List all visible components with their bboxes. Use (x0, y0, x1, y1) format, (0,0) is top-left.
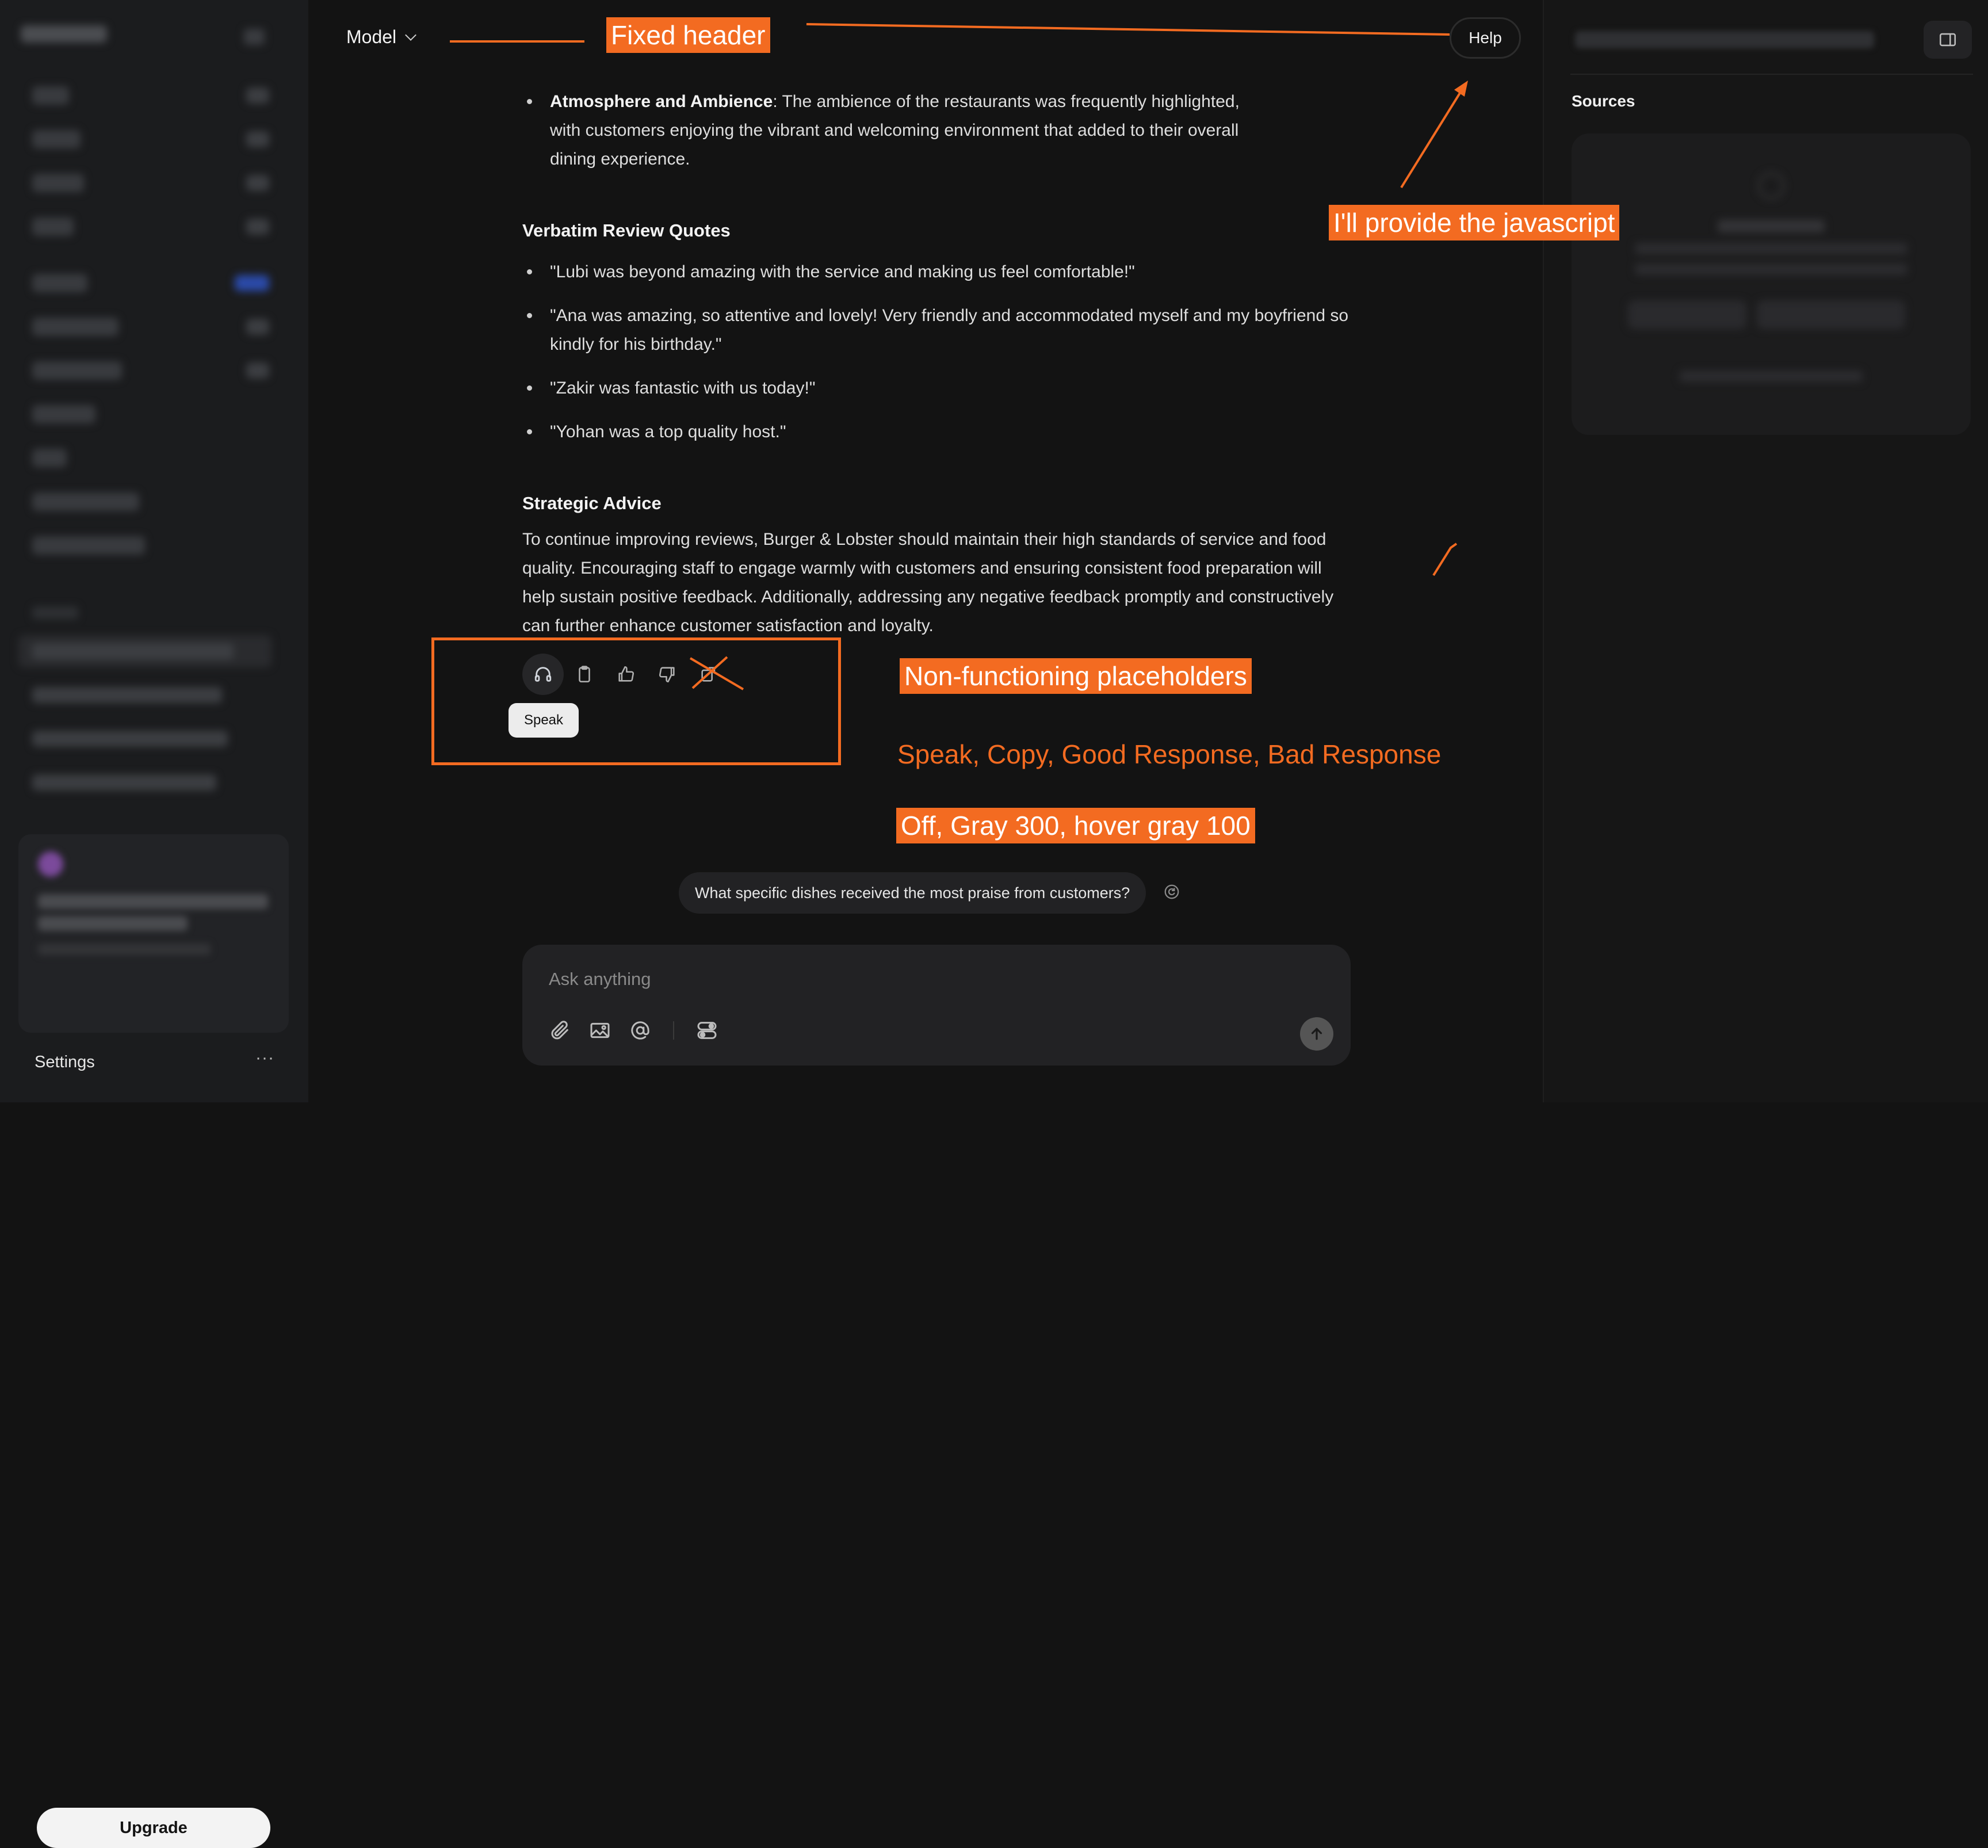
image-icon[interactable] (586, 1016, 614, 1045)
prompt-input[interactable] (549, 965, 1297, 993)
brand-logo (21, 25, 107, 43)
bullet-list (522, 87, 1270, 174)
sidebar-badge (235, 275, 269, 291)
clipboard-icon (575, 665, 594, 684)
quote-item: "Ana was amazing, so attentive and lovely! Very friendly and accommodated myself and my boyfriend so kindly for his birthday." (522, 301, 1351, 359)
model-label: Model (346, 26, 397, 47)
more-options-icon[interactable]: ··· (255, 1048, 274, 1067)
advice-paragraph: To continue improving reviews, Burger & Lobster should maintain their high standards of service and food quality. Encouraging staff to engage warmly with customers and ensuring consistent food preparation will help sustain positive feedback. Additionally, addressing any negative feedback promptly and constructively can further enhance customer satisfaction and loyalty. (522, 530, 1334, 635)
share-icon (699, 665, 718, 684)
state-annotation: Off, Gray 300, hover gray 100 (896, 808, 1255, 843)
mention-icon[interactable] (626, 1016, 655, 1045)
follow-up-suggestions (679, 872, 1180, 914)
quote-item: "Yohan was a top quality host." (522, 418, 1351, 446)
panel-divider (1570, 74, 1973, 75)
share-button[interactable] (688, 654, 729, 695)
copy-button[interactable] (564, 654, 605, 695)
sidebar-section-label (32, 606, 78, 619)
sidebar-badge (246, 219, 269, 235)
sidebar-badge (246, 319, 269, 335)
recent-chat-item[interactable] (18, 635, 272, 667)
sidebar-item[interactable] (32, 449, 67, 467)
sidebar-item[interactable] (32, 318, 118, 336)
sources-panel (1543, 0, 1988, 1102)
sources-blurred-content (1572, 133, 1971, 435)
javascript-annotation: I'll provide the javascript (1329, 205, 1619, 240)
sidebar-blurred-content (0, 0, 308, 817)
model-selector[interactable] (346, 26, 415, 48)
speak-button[interactable] (522, 654, 564, 695)
sidebar-item[interactable] (32, 536, 145, 555)
sidebar-item[interactable] (32, 405, 95, 423)
list-item-lead: Atmosphere and Ambience (550, 92, 773, 111)
sidebar-item[interactable] (32, 274, 87, 292)
section-heading: Strategic Advice (522, 493, 662, 513)
placeholders-annotation: Non-functioning placeholders (900, 658, 1252, 694)
sidebar-badge (246, 175, 269, 191)
thumbs-down-icon (657, 665, 677, 684)
sidebar-item[interactable] (32, 86, 69, 105)
recent-chat-item[interactable] (18, 679, 272, 711)
composer (522, 945, 1351, 1066)
functions-annotation: Speak, Copy, Good Response, Bad Response (897, 739, 1442, 769)
list-item (522, 87, 1270, 174)
help-button[interactable]: Help (1450, 17, 1521, 59)
sidebar-badge (246, 87, 269, 104)
sources-card (1572, 133, 1971, 435)
sidebar-collapse-icon[interactable] (244, 29, 265, 45)
panel-toggle-icon[interactable] (1924, 21, 1972, 59)
refresh-suggestions-icon[interactable] (1163, 883, 1180, 903)
panel-title-blurred (1575, 31, 1874, 48)
headphones-icon (533, 665, 553, 684)
tools-toggle-icon[interactable] (693, 1016, 721, 1045)
sidebar-badge (246, 362, 269, 379)
quote-item: "Zakir was fantastic with us today!" (522, 374, 1351, 403)
sidebar-item[interactable] (32, 174, 84, 192)
composer-tools (545, 1016, 721, 1045)
toolbar-divider (673, 1021, 674, 1040)
thumbs-up-icon (616, 665, 636, 684)
bad-response-button[interactable] (647, 654, 688, 695)
message-actions (522, 654, 729, 695)
sidebar-item[interactable] (32, 217, 74, 236)
upgrade-button[interactable]: Upgrade (37, 1808, 270, 1848)
sidebar-item[interactable] (32, 361, 122, 380)
quotes-list (522, 258, 1351, 446)
suggestion-chip[interactable]: What specific dishes received the most praise from customers? (679, 872, 1146, 914)
settings-link[interactable]: Settings (35, 1053, 95, 1071)
main-panel (308, 0, 1543, 1102)
sidebar (0, 0, 308, 1837)
fixed-header-annotation: Fixed header (606, 17, 770, 53)
chevron-down-icon (405, 29, 416, 41)
sidebar-item[interactable] (32, 492, 139, 511)
sidebar-item[interactable] (32, 130, 81, 148)
recent-chat-item[interactable] (18, 723, 272, 755)
sidebar-badge (246, 131, 269, 147)
send-button[interactable] (1300, 1017, 1333, 1051)
attach-icon[interactable] (545, 1016, 574, 1045)
speak-tooltip: Speak (509, 703, 579, 738)
section-heading: Verbatim Review Quotes (522, 220, 731, 240)
recent-chat-item[interactable] (18, 766, 272, 799)
quote-item: "Lubi was beyond amazing with the service and making us feel comfortable!" (522, 258, 1351, 287)
promo-blurred-content (18, 834, 289, 978)
list-item-text: : The ambience of the restaurants was frequently highlighted, with customers enjoying the vibrant and welcoming environment that added to their overall dining experience. (550, 92, 1240, 169)
sources-heading: Sources (1572, 92, 1635, 110)
arrow-up-icon (1308, 1025, 1325, 1043)
good-response-button[interactable] (605, 654, 647, 695)
